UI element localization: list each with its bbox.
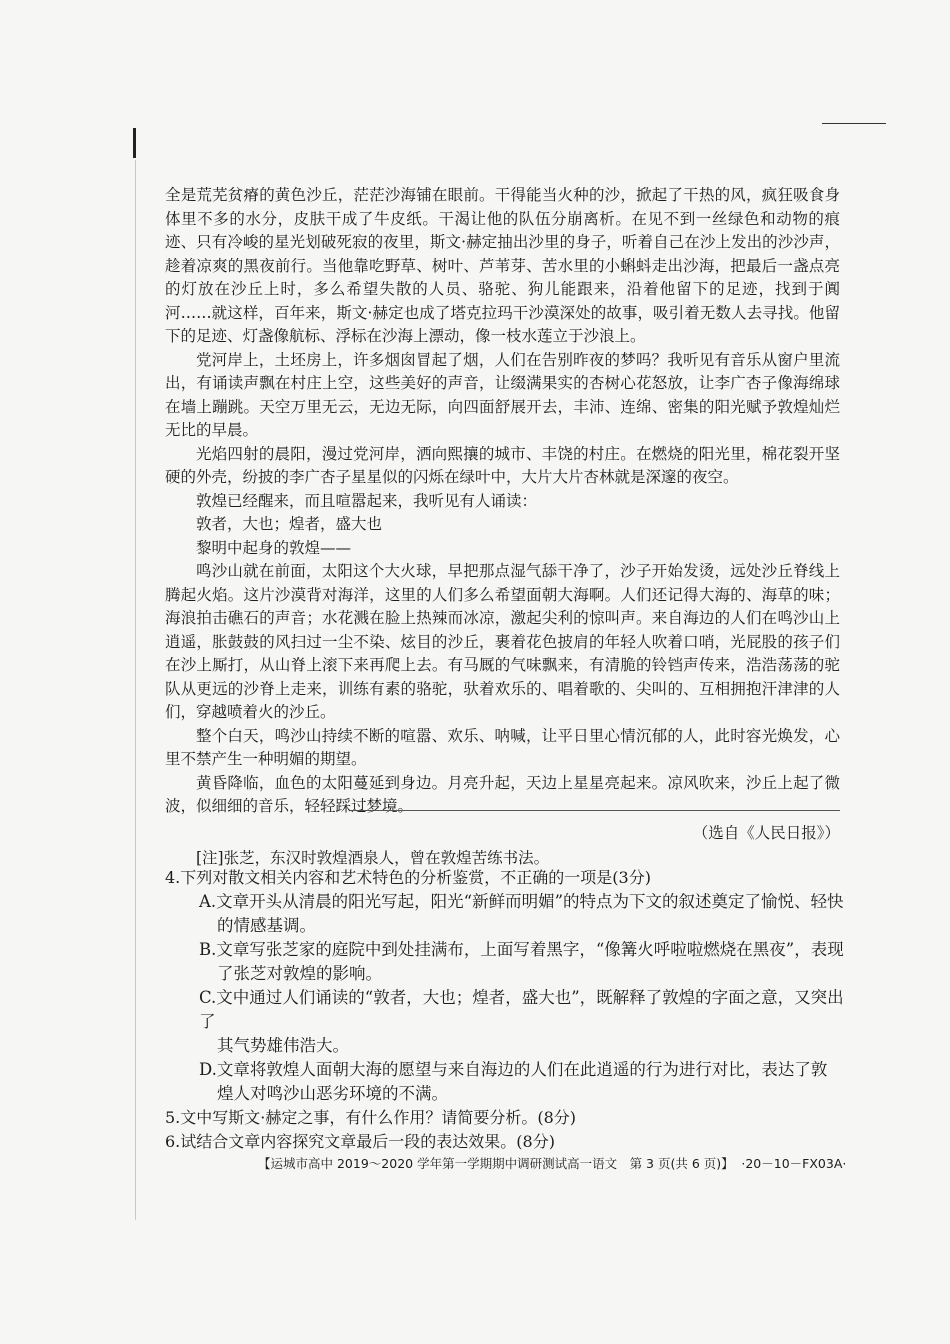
question-4: 4.下列对散文相关内容和艺术特色的分析鉴赏，不正确的一项是(3分) [165, 868, 651, 887]
passage-paragraph-5: 鸣沙山就在前面，太阳这个大火球，早把那点湿气舔干净了，沙子开始发烫，远处沙丘脊线上腾起火焰。这片沙漠背对海洋，这里的人们多么希望面朝大海啊。人们还记得大海的、海草的味；海浪拍击礁石的声音；水花溅在脸上热辣而冰凉，激起尖利的惊叫声。来自海边的人们在鸣沙山上逍遥，胀鼓鼓的风扫过一尘不染、炫目的沙丘，裹着花色披肩的年轻人吹着口哨，光屁股的孩子们在沙上厮打，从山脊上滚下来再爬上去。有马厩的气味飘来，有清脆的铃铛声传来，浩浩荡荡的驼队从更远的沙脊上走来，训练有素的骆驼，驮着欢乐的、唱着歌的、尖叫的、互相拥抱汗津津的人们，穿越喷着火的沙丘。 [165, 562, 840, 721]
option-a [199, 890, 845, 938]
option-b [199, 938, 845, 986]
left-edge-mark [133, 128, 136, 158]
passage-paragraph-7: 黄昏降临，血色的太阳蔓延到身边。月亮升起，天边上星星亮起来。凉风吹来，沙丘上起了微波，似细细的音乐，轻轻踩过梦境。 [165, 773, 840, 815]
option-b-label: B. [199, 940, 217, 959]
option-d [199, 1058, 845, 1106]
question-5: 5.文中写斯文·赫定之事，有什么作用？请简要分析。(8分) [165, 1108, 577, 1127]
passage-paragraph-3: 光焰四射的晨阳，漫过党河岸，洒向熙攘的城市、丰饶的村庄。在燃烧的阳光里，棉花裂开坚硬的外壳，纷披的李广杏子星星似的闪烁在绿叶中，大片大片杏林就是深邃的夜空。 [165, 444, 840, 486]
passage-paragraph-2: 党河岸上，土坯房上，许多烟囱冒起了烟，人们在告别昨夜的梦吗？我听见有音乐从窗户里流出，有诵读声飘在村庄上空，这些美好的声音，让缀满果实的杏树心花怒放，让李广杏子像海绵球在墙上蹦跳。天空万里无云，无边无际，向四面舒展开去，丰沛、连绵、密集的阳光赋予敦煌灿烂无比的早晨。 [165, 350, 840, 439]
footer-code: ·20－10－FX03A· [741, 1156, 847, 1171]
poem-line-1: 敦者，大也；煌者，盛大也 [196, 515, 383, 533]
option-a-line1: 文章开头从清晨的阳光写起，阳光“新鲜而明媚”的特点为下文的叙述奠定了愉悦、轻快 [216, 892, 844, 911]
passage-end-rule [350, 810, 840, 811]
footnote: [注]张芝，东汉时敦煌酒泉人，曾在敦煌苦练书法。 [196, 849, 550, 867]
passage-paragraph-4: 敦煌已经醒来，而且喧嚣起来，我听见有人诵读： [196, 491, 538, 510]
top-right-rule [822, 123, 886, 124]
source-citation: （选自《人民日报》） [692, 824, 840, 842]
option-a-line2: 的情感基调。 [217, 916, 316, 935]
option-a-label: A. [199, 892, 217, 911]
passage-paragraph-6: 整个白天，鸣沙山持续不断的喧嚣、欢乐、呐喊，让平日里心情沉郁的人，此时容光焕发，心里不禁产生一种明媚的期望。 [165, 726, 840, 768]
option-b-line1: 文章写张芝家的庭院中到处挂满布，上面写着黑字，“像篝火呼啦啦燃烧在黑夜”，表现 [216, 940, 844, 959]
questions-section [165, 866, 845, 1154]
option-c [199, 986, 845, 1058]
option-b-line2: 了张芝对敦煌的影响。 [217, 964, 382, 983]
option-c-label: C. [199, 988, 217, 1007]
option-d-label: D. [199, 1060, 217, 1079]
option-c-line1: 文中通过人们诵读的“敦者，大也；煌者，盛大也”，既解释了敦煌的字面之意，又突出了 [199, 988, 844, 1031]
option-c-line2: 其气势雄伟浩大。 [217, 1036, 349, 1055]
option-d-line1: 文章将敦煌人面朝大海的愿望与来自海边的人们在此逍遥的行为进行对比，表达了敦 [216, 1060, 828, 1079]
option-d-line2: 煌人对鸣沙山恶劣环境的不满。 [217, 1084, 448, 1103]
passage-paragraph-1: 全是荒芜贫瘠的黄色沙丘，茫茫沙海铺在眼前。干得能当火种的沙，掀起了干热的风，疯狂吸食身体里不多的水分，皮肤干成了牛皮纸。干渴让他的队伍分崩离析。在见不到一丝绿色和动物的痕迹、只有冷峻的星光划破死寂的夜里，斯文·赫定抽出沙里的身子，听着自己在沙上发出的沙沙声，趁着凉爽的黑夜前行。当他靠吃野草、树叶、芦苇芽、苦水里的小蝌蚪走出沙海，把最后一盏点亮的灯放在沙丘上时，多么希望失散的人员、骆驼、狗儿能跟来，沿着他留下的足迹，找到于阗河……就这样，百年来，斯文·赫定也成了塔克拉玛干沙漠深处的故事，吸引着无数人去寻找。他留下的足迹、灯盏像航标、浮标在沙海上漂动，像一枝水莲立于沙浪上。 [165, 186, 840, 345]
footer-text: 【运城市高中 2019～2020 学年第一学期期中调研测试高一语文 第 3 页(共 6 页)】 [258, 1156, 728, 1171]
page-footer [258, 1154, 846, 1172]
reading-passage [165, 184, 840, 819]
left-binding-line [135, 160, 136, 1220]
poem-line-2: 黎明中起身的敦煌—— [196, 538, 352, 557]
question-6: 6.试结合文章内容探究文章最后一段的表达效果。(8分) [165, 1132, 555, 1151]
